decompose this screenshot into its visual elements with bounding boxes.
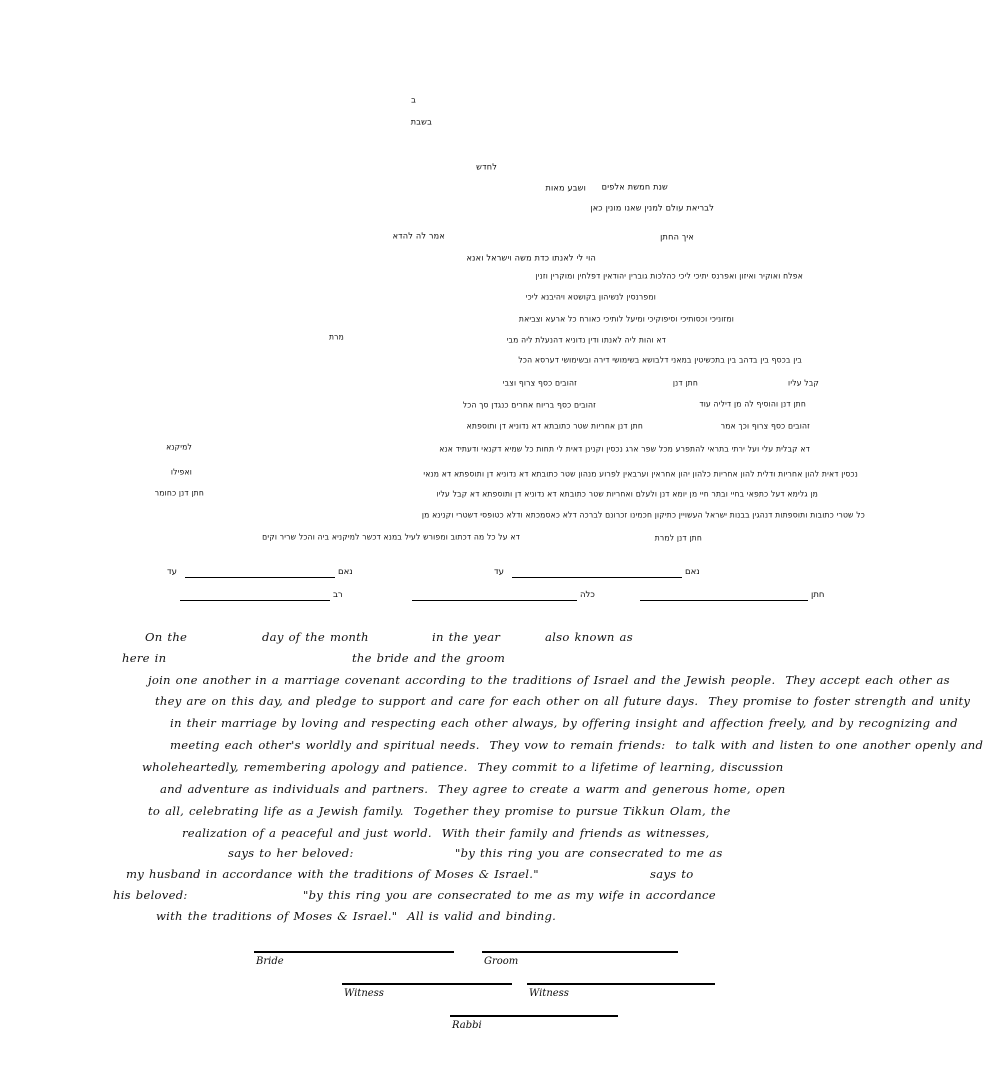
english-line: the bride and the groom	[352, 651, 506, 665]
english-line: they are on this day, and pledge to support and care for each other on all future days. They promise to foster strength and unity	[155, 694, 971, 708]
hebrew-line: שנת חמשת אלפים	[601, 180, 668, 192]
hebrew-line: מן גלימא דעל כתפאי בחיי ובתר חיי מן יומא דנן ולעלם ואחריות שטר כתובתא דא נדוניא דן ותוספתא דא קבל עליו	[436, 488, 818, 499]
hebrew-line: חתן דנן למרת	[654, 532, 702, 543]
hebrew-line: אפלח ואוקיר ואיזון ואפרנס יתיכי ליכי כהלכות גוברין יהודאין דפלחין ומוקרין וזנין	[535, 270, 803, 281]
hebrew-line: הוי לי לאנתו כדת משה וישראל ואנא	[466, 251, 596, 263]
hebrew-line: נכסין דאית להון אחריות ודלית להון אחריות כלהון יהון אחראין וערבאין לפרוע מנהון שטר כתובתא דא נדוניא דן ותוספתא דא מנאי	[423, 468, 858, 479]
hebrew-signature-label: כלה	[580, 590, 595, 600]
hebrew-line: ואפילו	[170, 466, 192, 477]
hebrew-line: זהובים כסף צרוף וצבי	[502, 377, 577, 388]
hebrew-signature-rule[interactable]	[412, 600, 577, 601]
hebrew-line: דא קבלית עלי ועל ירתי בתראי להתפרע מכל שפר ארג נכסין וקנינן דאית לי תחות כל שמיא דקנאי ודעתיד אנא	[439, 443, 810, 454]
hebrew-line: ב	[411, 93, 416, 105]
english-line: in the year	[432, 630, 501, 644]
hebrew-line: חתן דנן והוסיף לה מן דיליה עוד	[699, 398, 806, 409]
hebrew-signature-label-says: נאם	[685, 567, 700, 577]
hebrew-line: מרת	[328, 331, 344, 342]
signature-rule-groom[interactable]	[482, 951, 678, 953]
hebrew-line: דא על כל מה דכתוב ומפורש לעיל במנא דכשר למיקניא ביה והכל שריר וקים	[262, 531, 520, 542]
hebrew-line: חתן דנן אחריות שטר כתובתא דא נדוניא דן ותוספתא	[466, 420, 643, 431]
english-line: wholeheartedly, remembering apology and patience. They commit to a lifetime of learning, discussion	[142, 760, 784, 774]
hebrew-signature-label: רב	[333, 590, 343, 600]
english-line: and adventure as individuals and partners. They agree to create a warm and generous home, open	[160, 782, 786, 796]
hebrew-line: קבל עליו	[788, 377, 819, 388]
signature-rule-rabbi[interactable]	[450, 1015, 618, 1017]
signature-label-groom: Groom	[484, 956, 519, 967]
hebrew-signature-rule[interactable]	[640, 600, 808, 601]
hebrew-line: ומפרנסין לנשיהון בקושטא ויהיבנא ליכי	[525, 291, 656, 302]
hebrew-line: לחדש	[476, 160, 497, 172]
hebrew-signature-rule[interactable]	[512, 577, 682, 578]
hebrew-line: ושבע מאות	[545, 181, 586, 193]
hebrew-signature-label: חתן	[811, 590, 825, 600]
hebrew-line: זהובים כסף בריוח אחרים כנגדן סך הכל	[462, 399, 596, 410]
signature-label-bride: Bride	[256, 956, 284, 967]
hebrew-line: בשבת	[410, 115, 432, 127]
english-line: day of the month	[262, 630, 369, 644]
hebrew-line: בין בכסף בין בדהב בין בתכשיטין במאני דלבושא בשימושי דירה ובשימושי דערסא הכל	[518, 354, 802, 365]
hebrew-signature-rule[interactable]	[180, 600, 330, 601]
signature-label-witness: Witness	[344, 988, 384, 999]
english-line: in their marriage by loving and respecting each other always, by offering insight and affection freely, and by recognizing and	[170, 716, 958, 730]
hebrew-line: חתן דנן	[672, 377, 698, 388]
hebrew-line: חתן דנן כחומר	[154, 487, 204, 498]
english-line: here in	[122, 651, 167, 665]
hebrew-signature-label-witness: עד	[167, 567, 177, 577]
english-line: "by this ring you are consecrated to me as my wife in accordance	[303, 888, 716, 902]
hebrew-line: זהובים כסף צרוף וכך אמר	[720, 420, 810, 431]
signature-rule-bride[interactable]	[254, 951, 454, 953]
signature-rule-witness[interactable]	[342, 983, 512, 985]
english-line: realization of a peaceful and just world. With their family and friends as witnesses,	[182, 826, 710, 840]
english-line: meeting each other's worldly and spiritual needs. They vow to remain friends: to talk with and listen to one another openly and	[170, 738, 984, 752]
english-line: to all, celebrating life as a Jewish family. Together they promise to pursue Tikkun Olam, the	[148, 804, 731, 818]
english-line: with the traditions of Moses & Israel." All is valid and binding.	[156, 909, 557, 923]
hebrew-line: אמר לה להדא	[392, 229, 445, 241]
hebrew-line: כל שטרי כתובות ותוספתות דנהגין בבנות ישראל העשויין כתיקון חכמינו זכרונם לברכה דלא כאסמכתא ודלא כטופסי דשטרי וקנינא מן	[421, 509, 865, 520]
hebrew-line: למיקנא	[166, 441, 192, 452]
signature-rule-witness[interactable]	[527, 983, 715, 985]
english-line: join one another in a marriage covenant according to the traditions of Israel and the Jewish people. They accept each other as	[148, 673, 950, 687]
hebrew-signature-label-says: נאם	[338, 567, 353, 577]
english-line: his beloved:	[113, 888, 188, 902]
hebrew-line: ומזוניכי וכסותיכי וסיפוקיכי ומיעל לותיכי כאורח כל ארעא וצביאת	[518, 313, 734, 324]
hebrew-line: איך החתן	[660, 230, 694, 242]
english-line: says to her beloved:	[228, 846, 354, 860]
signature-label-witness: Witness	[529, 988, 569, 999]
hebrew-signature-label-witness: עד	[494, 567, 504, 577]
english-line: my husband in accordance with the traditions of Moses & Israel."	[126, 867, 539, 881]
hebrew-line: לבריאת עולם למנין שאנו מונין כאן	[590, 201, 714, 213]
english-line: "by this ring you are consecrated to me as	[455, 846, 723, 860]
english-line: says to	[650, 867, 694, 881]
signature-label-rabbi: Rabbi	[452, 1020, 482, 1031]
english-line: On the	[145, 630, 188, 644]
hebrew-signature-rule[interactable]	[185, 577, 335, 578]
english-line: also known as	[545, 630, 633, 644]
hebrew-line: דא והות ליה לאנתו ודין נדוניא דהנעלת ליה מבי	[506, 334, 666, 345]
